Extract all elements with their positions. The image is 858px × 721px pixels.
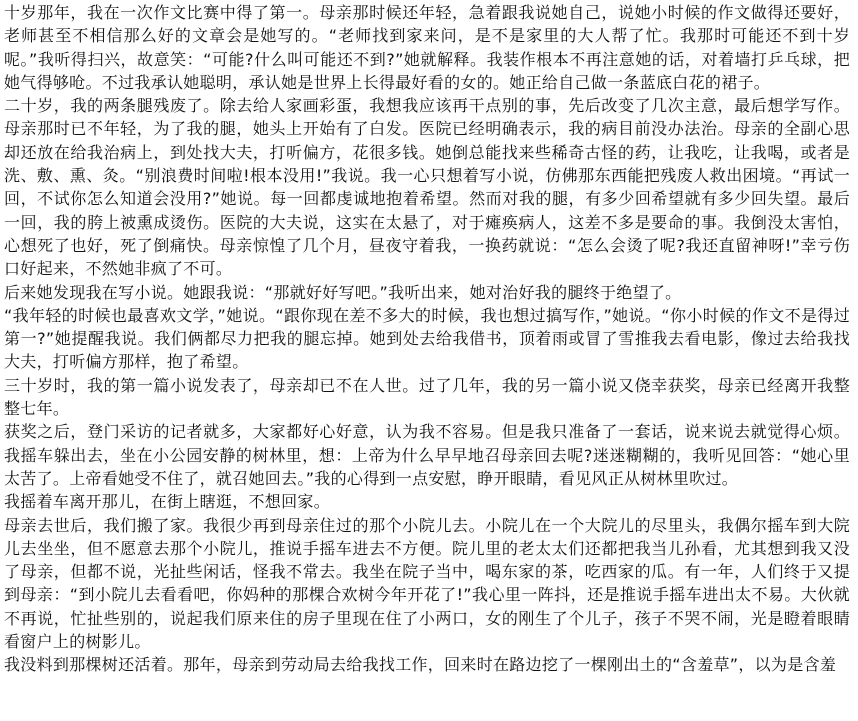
paragraph-2: 二十岁，我的两条腿残废了。除去给人家画彩蛋，我想我应该再干点别的事，先后改变了几次主意，最后想学写作。母亲那时已不年轻，为了我的腿，她头上开始有了白发。医院已经明确表示，我的病目前没办法治。母亲的全副心思却还放在给我治病上，到处找大夫，打听偏方，花很多钱。她倒总能找来些稀奇古怪的药，让我吃，让我喝，或者是洗、敷、熏、灸。“别浪费时间啦!根本没用!”我说。我一心只想着写小说，仿佛那东西能把残废人救出困境。“再试一回，不试你怎么知道会没用?”她说。每一回都虔诚地抱着希望。然而对我的腿，有多少回希望就有多少回失望。最后一回，我的胯上被熏成烫伤。医院的大夫说，这实在太悬了，对于瘫痪病人，这差不多是要命的事。我倒没太害怕，心想死了也好，死了倒痛快。母亲惊惶了几个月，昼夜守着我，一换药就说：“怎么会烫了呢?我还直留神呀!”幸亏伤口好起来，不然她非疯了不可。 [4, 96, 850, 279]
paragraph-4: “我年轻的时候也最喜欢文学，”她说。“跟你现在差不多大的时候，我也想过搞写作，”她说。“你小时候的作文不是得过第一?”她提醒我说。我们俩都尽力把我的腿忘掉。她到处去给我借书，顶着雨或冒了雪推我去看电影，像过去给我找大夫，打听偏方那样，抱了希望。 [4, 305, 850, 372]
paragraph-9: 我没料到那棵树还活着。那年，母亲到劳动局去给我找工作，回来时在路边挖了一棵刚出土的“含羞草”，以为是含羞 [4, 655, 837, 675]
paragraph-6: 获奖之后，登门采访的记者就多，大家都好心好意，认为我不容易。但是我只准备了一套话，说来说去就觉得心烦。我摇车躲出去，坐在小公园安静的树林里，想：上帝为什么早早地召母亲回去呢?迷迷糊糊的，我听见回答：“她心里太苦了。上帝看她受不住了，就召她回去。”我的心得到一点安慰，睁开眼睛，看见风正从树林里吹过。 [4, 422, 850, 488]
paragraph-8: 母亲去世后，我们搬了家。我很少再到母亲住过的那个小院儿去。小院儿在一个大院儿的尽里头，我偶尔摇车到大院儿去坐坐，但不愿意去那个小院儿，推说手摇车进去不方便。院儿里的老太太们还都把我当儿孙看，尤其想到我又没了母亲，但都不说，光扯些闲话，怪我不常去。我坐在院子当中，喝东家的茶，吃西家的瓜。有一年，人们终于又提到母亲：“到小院儿去看看吧，你妈种的那棵合欢树今年开花了!”我心里一阵抖，还是推说手摇车进出太不易。大伙就不再说，忙扯些别的，说起我们原来住的房子里现在住了小两口，女的刚生了个儿子，孩子不哭不闹，光是瞪着眼睛看窗户上的树影儿。 [4, 515, 850, 652]
paragraph-3: 后来她发现我在写小说。她跟我说：“那就好好写吧。”我听出来，她对治好我的腿终于绝望了。 [4, 282, 682, 302]
paragraph-7: 我摇着车离开那儿，在街上瞎逛，不想回家。 [4, 492, 331, 512]
paragraph-1: 十岁那年，我在一次作文比赛中得了第一。母亲那时候还年轻，急着跟我说她自己，说她小时候的作文做得还要好，老师甚至不相信那么好的文章会是她写的。“老师找到家来问，是不是家里的大人帮了忙。我那时可能还不到十岁呢。”我听得扫兴，故意笑：“可能?什么叫可能还不到?”她就解释。我装作根本不再注意她的话，对着墙打乒乓球，把她气得够呛。不过我承认她聪明，承认她是世界上长得最好看的女的。她正给自己做一条蓝底白花的裙子。 [4, 3, 850, 92]
paragraph-5: 三十岁时，我的第一篇小说发表了，母亲却已不在人世。过了几年，我的另一篇小说又侥幸获奖，母亲已经离开我整整七年。 [4, 375, 850, 419]
